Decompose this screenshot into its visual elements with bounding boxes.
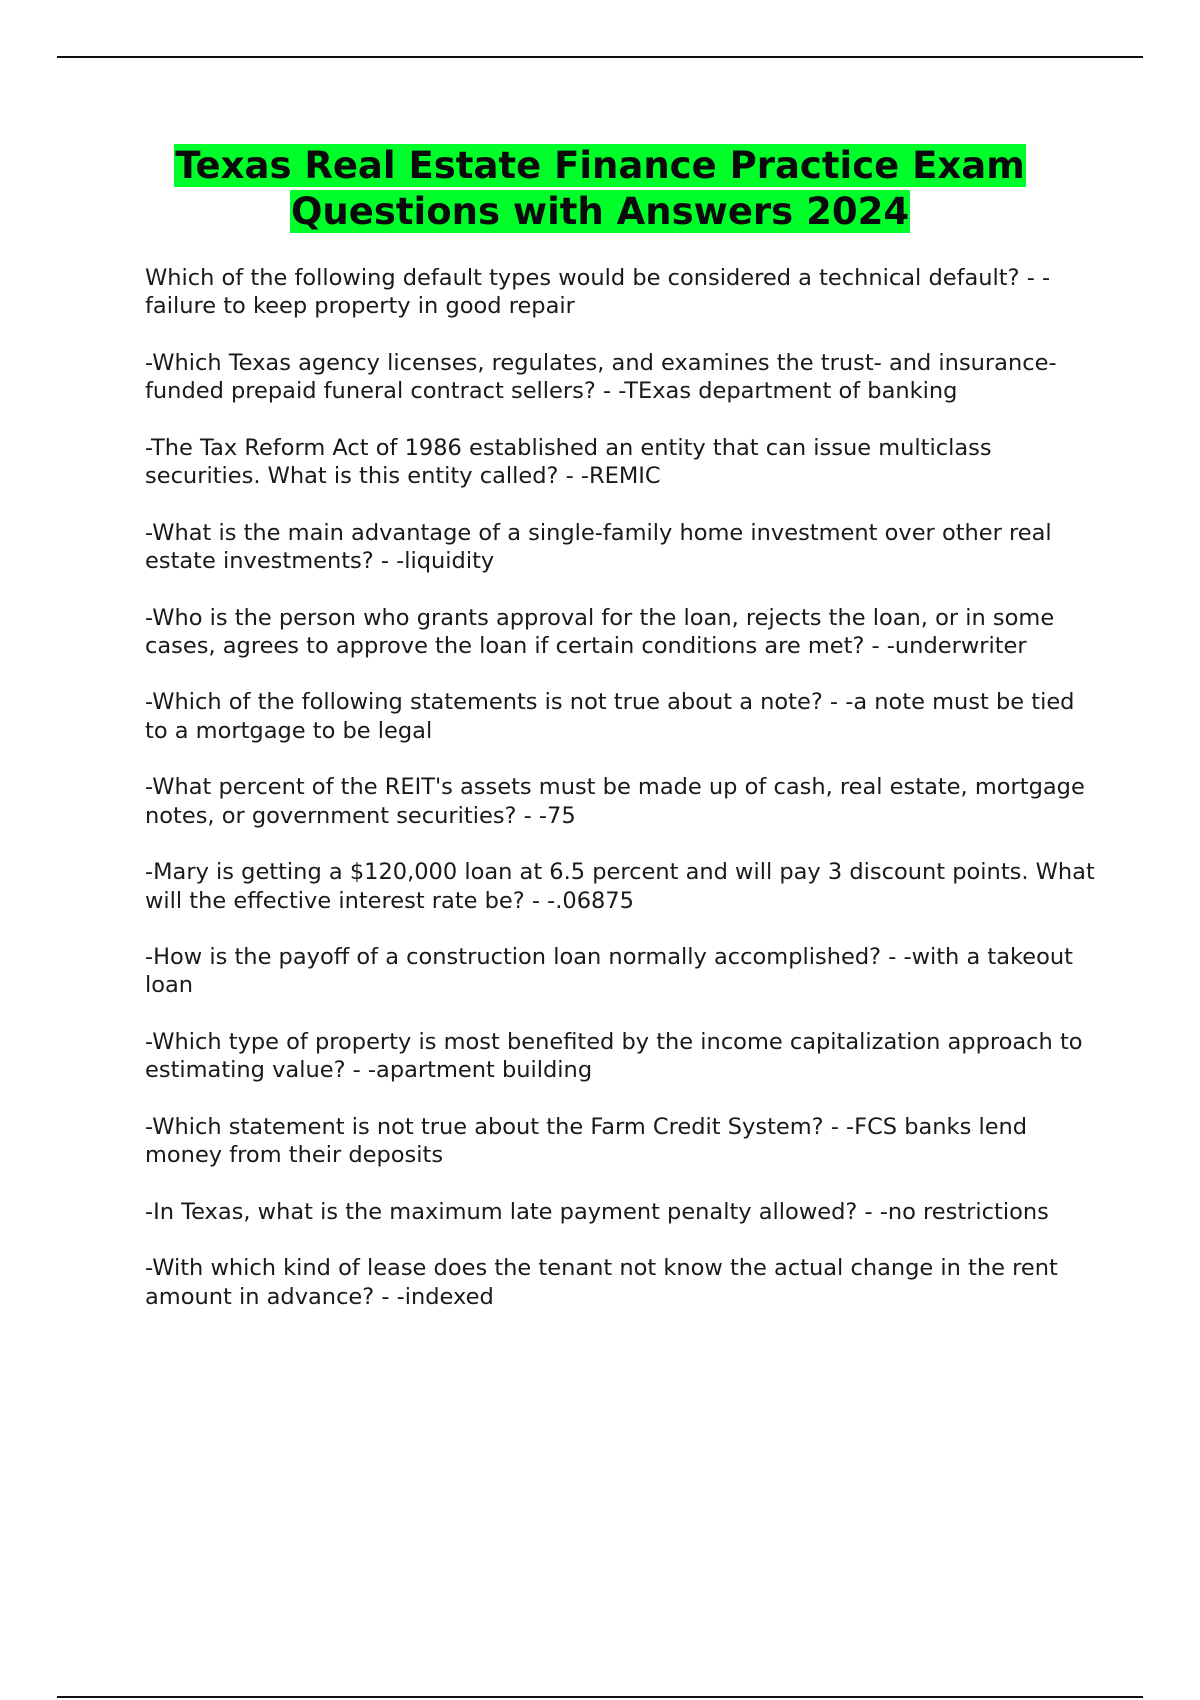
qa-item-8: -Mary is getting a $120,000 loan at 6.5 percent and will pay 3 discount points. What will the effective interest rate be? - -.06875	[145, 859, 1095, 914]
qa-item-12: -In Texas, what is the maximum late payment penalty allowed? - -no restrictions	[145, 1198, 1049, 1225]
qa-item-11: -Which statement is not true about the Farm Credit System? - -FCS banks lend money from their deposits	[145, 1113, 1028, 1169]
qa-item-3: -The Tax Reform Act of 1986 established an entity that can issue multiclass securities. What is this entity called? - -REMIC	[145, 434, 992, 490]
top-rule	[57, 56, 1143, 58]
qa-item-2: -Which Texas agency licenses, regulates, and examines the trust- and insurance-funded prepaid funeral contract sellers? - -TExas department of banking	[145, 349, 1057, 405]
qa-item-9: -How is the payoff of a construction loan normally accomplished? - -with a takeout loan	[145, 944, 1073, 999]
qa-item-13: -With which kind of lease does the tenant not know the actual change in the rent amount in advance? - -indexed	[145, 1255, 1058, 1310]
title-highlight: Texas Real Estate Finance Practice Exam Questions with Answers 2024	[175, 144, 1025, 233]
qa-item-6: -Which of the following statements is not true about a note? - -a note must be tied to a mortgage to be legal	[145, 689, 1075, 744]
qa-item-10: -Which type of property is most benefited by the income capitalization approach to estimating value? - -apartment building	[145, 1029, 1083, 1084]
qa-item-4: -What is the main advantage of a single-family home investment over other real estate investments? - -liquidity	[145, 519, 1052, 574]
qa-item-1: Which of the following default types would be considered a technical default? - -failure to keep property in good repair	[145, 265, 1051, 320]
qa-item-5: -Who is the person who grants approval for the loan, rejects the loan, or in some cases, agrees to approve the loan if certain conditions are met? - -underwriter	[145, 604, 1055, 659]
qa-item-7: -What percent of the REIT's assets must be made up of cash, real estate, mortgage notes, or government securities? - -75	[145, 774, 1085, 829]
qa-list	[145, 264, 1095, 1339]
bottom-rule	[57, 1696, 1143, 1698]
document-title	[100, 143, 1100, 235]
